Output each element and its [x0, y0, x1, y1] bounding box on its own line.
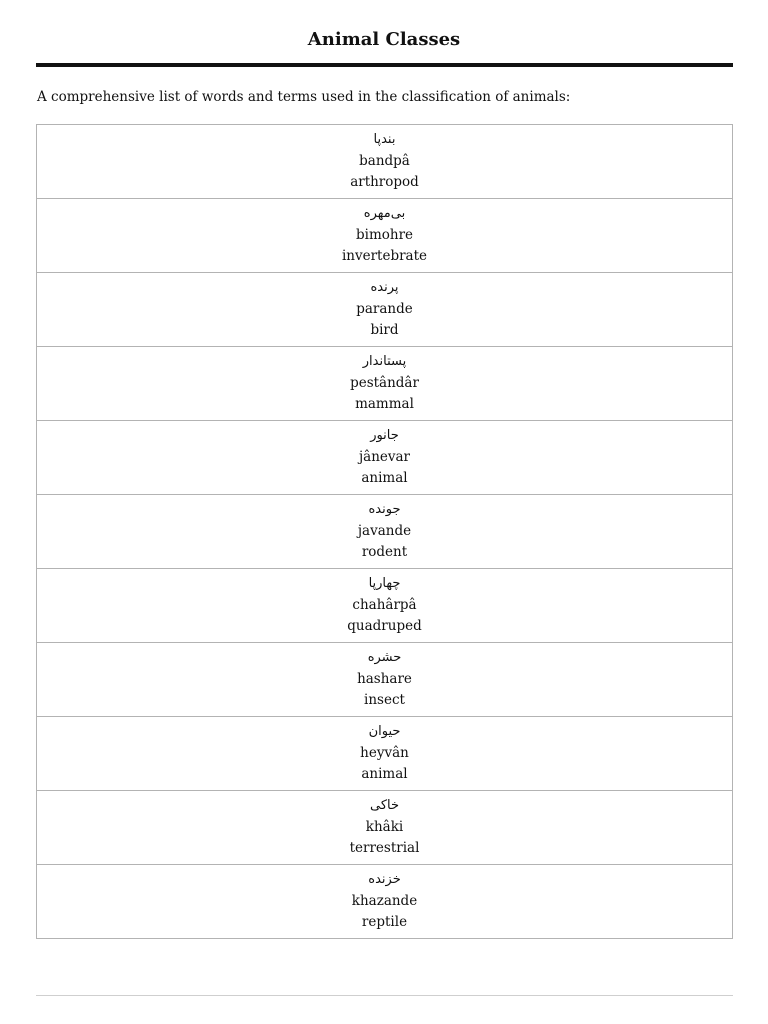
persian-term: خاکی: [369, 798, 400, 814]
table-row: [37, 125, 733, 199]
persian-term: حشره: [367, 650, 402, 666]
term-cell: [37, 273, 733, 347]
english-term: invertebrate: [341, 247, 428, 264]
term-cell: [37, 791, 733, 865]
persian-term: بندپا: [373, 132, 396, 148]
table-row: [37, 865, 733, 939]
table-row: [37, 643, 733, 717]
english-term: bird: [370, 321, 399, 338]
persian-term: پرنده: [370, 280, 399, 296]
table-row: [37, 717, 733, 791]
transliteration: hashare: [357, 671, 412, 688]
transliteration: jânevar: [358, 449, 411, 466]
term-cell: [37, 199, 733, 273]
transliteration: bandpâ: [359, 153, 410, 170]
transliteration: javande: [357, 523, 412, 540]
table-row: [37, 569, 733, 643]
transliteration: chahârpâ: [352, 597, 417, 614]
english-term: insect: [364, 691, 405, 708]
english-term: animal: [361, 765, 408, 782]
english-term: quadruped: [347, 617, 422, 634]
english-term: terrestrial: [349, 839, 420, 856]
term-cell: [37, 569, 733, 643]
english-term: mammal: [355, 395, 414, 412]
transliteration: parande: [356, 301, 413, 318]
persian-term: جانور: [370, 428, 399, 444]
term-cell: [37, 717, 733, 791]
transliteration: pestândâr: [350, 375, 419, 392]
table-row: [37, 347, 733, 421]
table-row: [37, 421, 733, 495]
persian-term: بی‌مهره: [363, 206, 406, 222]
title-divider: [36, 63, 733, 67]
terms-table: [36, 124, 733, 939]
page-title: Animal Classes: [307, 29, 461, 50]
table-row: [37, 199, 733, 273]
transliteration: khazande: [351, 893, 418, 910]
persian-term: خزنده: [368, 872, 401, 888]
term-cell: [37, 421, 733, 495]
persian-term: حیوان: [368, 724, 401, 740]
term-cell: [37, 495, 733, 569]
transliteration: heyvân: [360, 745, 409, 762]
english-term: reptile: [361, 913, 408, 930]
english-term: arthropod: [350, 173, 419, 190]
persian-term: چهارپا: [368, 576, 401, 592]
english-term: rodent: [361, 543, 408, 560]
intro-text: A comprehensive list of words and terms used in the classification of animals:: [37, 89, 571, 105]
persian-term: پستاندار: [362, 354, 407, 370]
table-row: [37, 495, 733, 569]
term-cell: [37, 643, 733, 717]
persian-term: جونده: [368, 502, 401, 518]
table-row: [37, 791, 733, 865]
footer-divider: [36, 995, 733, 996]
term-cell: [37, 865, 733, 939]
transliteration: bimohre: [355, 227, 414, 244]
term-cell: [37, 125, 733, 199]
term-cell: [37, 347, 733, 421]
table-row: [37, 273, 733, 347]
transliteration: khâki: [365, 819, 404, 836]
english-term: animal: [361, 469, 408, 486]
